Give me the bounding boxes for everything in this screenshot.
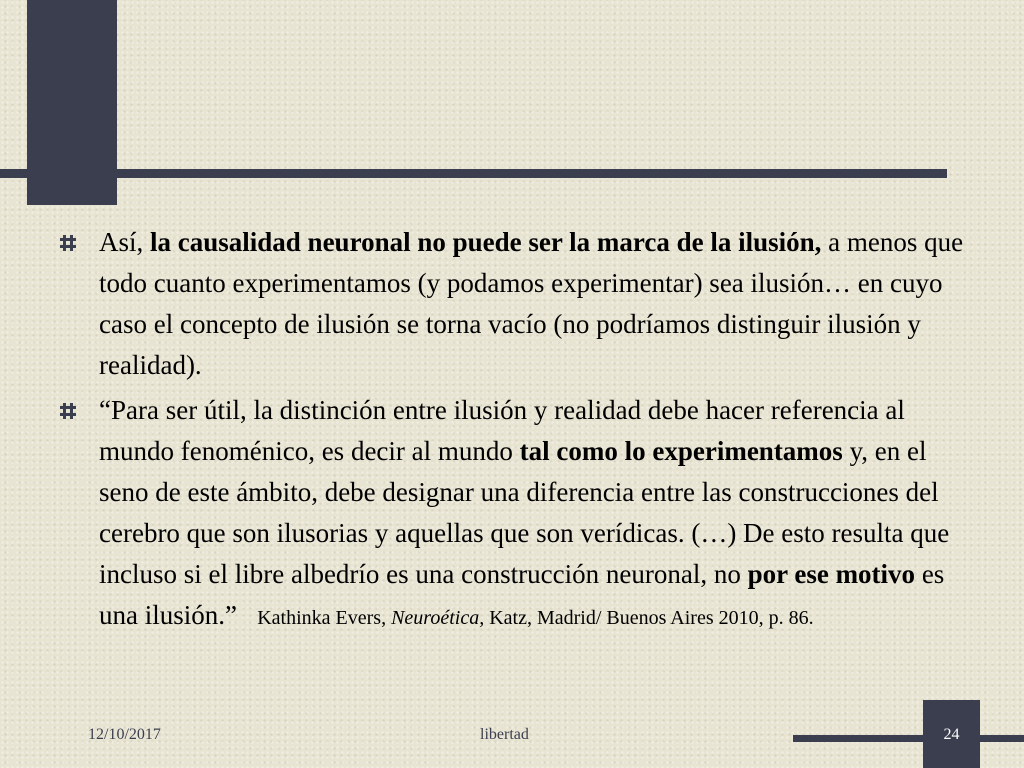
bullet-1-text-3: a menos que todo cuanto experimentamos (y podamos experimentar) sea ilusión… en cuyo caso el concepto de ilusión se torna vacío (no podríamos distinguir ilusión y realidad). <box>99 227 964 380</box>
slide-number: 24 <box>943 726 960 743</box>
bullet-2-text-4-bold: por ese motivo <box>747 559 916 589</box>
bullet-1-text-2-bold: la causalidad neuronal no puede ser la marca de la ilusión, <box>150 227 822 257</box>
citation-publisher: Katz, Madrid/ Buenos Aires 2010, p. 86. <box>484 607 814 629</box>
hash-bullet-icon <box>60 234 76 252</box>
bullet-2-text-2-bold: tal como lo experimentamos <box>519 436 843 466</box>
slide-body <box>60 222 980 640</box>
bullet-item-1 <box>60 222 980 386</box>
bullet-2-text-3: y, en el seno de este ámbito, debe designar una diferencia entre las construcciones del cerebro que son ilusorias y aquellas que son verídicas. (…) De esto resulta que incluso si el libre albedrío es una construcción neuronal, no <box>99 436 950 589</box>
citation-author: Kathinka Evers, <box>257 607 392 629</box>
bullet-item-2 <box>60 390 980 636</box>
citation <box>257 607 813 629</box>
footer-date: 12/10/2017 <box>88 726 161 743</box>
decorative-footer-rule <box>793 735 1024 742</box>
bullet-2-text-5: es una ilusión.” <box>99 559 945 630</box>
bullet-1-text-1: Así, <box>99 227 151 257</box>
bullet-2-text-1: “Para ser útil, la distinción entre ilusión y realidad debe hacer referencia al mundo fenoménico, es decir al mundo <box>99 395 905 466</box>
citation-work: Neuroética, <box>391 607 485 629</box>
footer-title: libertad <box>480 726 529 743</box>
hash-bullet-icon <box>60 402 76 420</box>
decorative-title-rule <box>0 169 947 178</box>
